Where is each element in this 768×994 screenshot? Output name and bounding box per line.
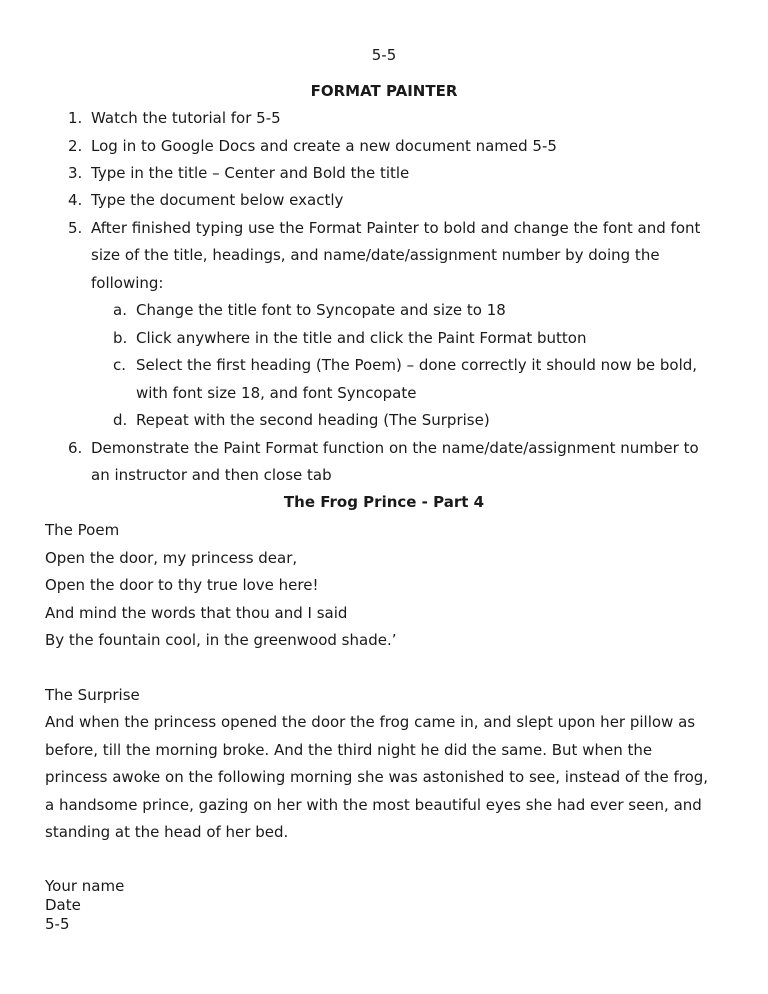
surprise-line: before, till the morning broke. And the third night he did the same. But when the (45, 741, 653, 759)
footer-name: Your name (45, 877, 125, 895)
surprise-line: a handsome prince, gazing on her with the most beautiful eyes she had ever seen, and (45, 796, 702, 814)
sub-list-letter: b. (113, 329, 128, 347)
poem-line: And mind the words that thou and I said (45, 604, 348, 622)
surprise-heading: The Surprise (45, 686, 140, 704)
list-text: following: (91, 274, 164, 292)
poem-line: Open the door, my princess dear, (45, 549, 298, 567)
sub-list-text: Repeat with the second heading (The Surprise) (136, 411, 490, 429)
list-number: 1. (68, 109, 83, 127)
sub-list-letter: c. (113, 356, 127, 374)
list-number: 6. (68, 439, 83, 457)
footer-date: Date (45, 896, 81, 914)
list-text: Type the document below exactly (91, 191, 344, 209)
footer-assignment: 5-5 (45, 915, 70, 933)
surprise-line: standing at the head of her bed. (45, 823, 289, 841)
list-number: 3. (68, 164, 83, 182)
sub-list-text: Change the title font to Syncopate and size to 18 (136, 301, 506, 319)
page-number: 5-5 (371, 46, 397, 64)
sub-list-text: Select the first heading (The Poem) – done correctly it should now be bold, (136, 356, 698, 374)
list-number: 5. (68, 219, 83, 237)
list-text: an instructor and then close tab (91, 466, 332, 484)
poem-line: By the fountain cool, in the greenwood shade.’ (45, 631, 397, 649)
doc-title: FORMAT PAINTER (310, 82, 458, 100)
story-title: The Frog Prince - Part 4 (283, 493, 485, 511)
poem-line: Open the door to thy true love here! (45, 576, 319, 594)
list-text: Type in the title – Center and Bold the title (91, 164, 410, 182)
list-number: 2. (68, 137, 83, 155)
list-text: Log in to Google Docs and create a new document named 5-5 (91, 137, 557, 155)
poem-heading: The Poem (45, 521, 120, 539)
list-number: 4. (68, 191, 83, 209)
list-text: size of the title, headings, and name/date/assignment number by doing the (91, 246, 660, 264)
list-text: After finished typing use the Format Painter to bold and change the font and font (91, 219, 701, 237)
list-text: Watch the tutorial for 5-5 (91, 109, 281, 127)
surprise-line: And when the princess opened the door the frog came in, and slept upon her pillow as (45, 713, 696, 731)
sub-list-letter: a. (113, 301, 127, 319)
sub-list-text: with font size 18, and font Syncopate (136, 384, 417, 402)
surprise-line: princess awoke on the following morning she was astonished to see, instead of the frog, (45, 768, 709, 786)
list-text: Demonstrate the Paint Format function on the name/date/assignment number to (91, 439, 699, 457)
sub-list-text: Click anywhere in the title and click the Paint Format button (136, 329, 587, 347)
sub-list-letter: d. (113, 411, 128, 429)
